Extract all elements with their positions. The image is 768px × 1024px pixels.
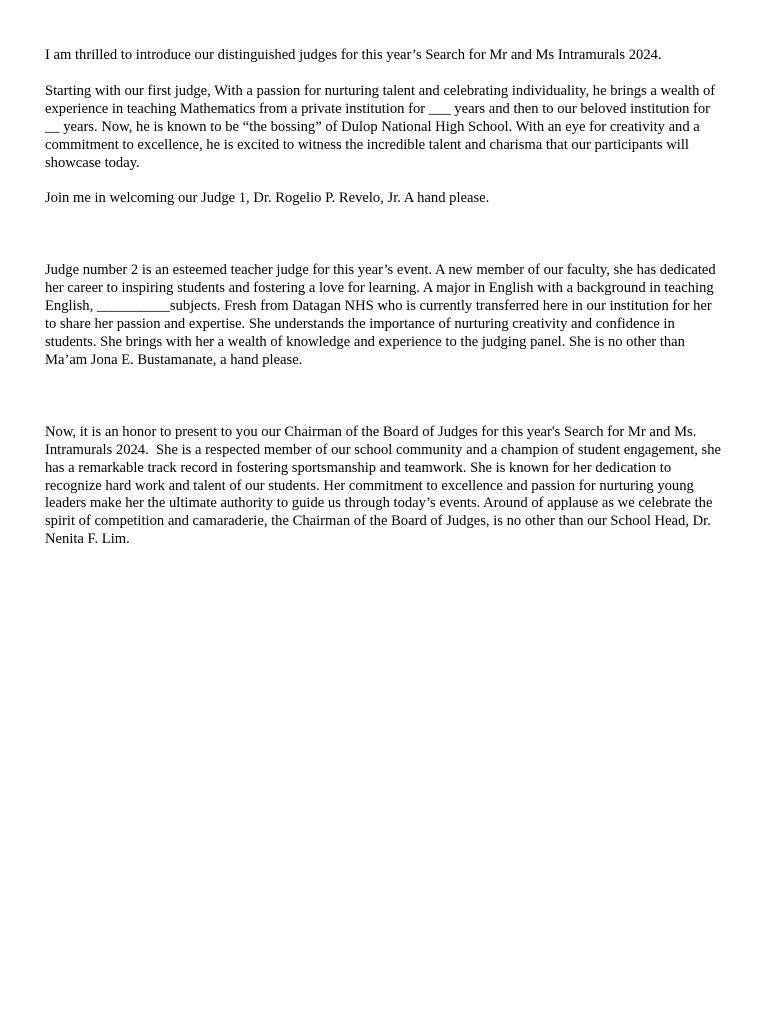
judge2-description-paragraph: Judge number 2 is an esteemed teacher judge for this year’s event. A new member of our faculty, she has dedicated her career to inspiring students and fostering a love for learning. A major in English with a background in teaching English, __________subjects. Fresh from Datagan NHS who is currently transferred here in our institution for her to share her passion and expertise. She understands the importance of nurturing creativity and confidence in students. She brings with her a wealth of knowledge and experience to the judging panel. She is no other than Ma’am Jona E. Bustamanate, a hand please. bbox=[45, 262, 720, 368]
judge1-welcome-paragraph: Join me in welcoming our Judge 1, Dr. Rogelio P. Revelo, Jr. A hand please. bbox=[45, 190, 490, 207]
paragraph-spacer bbox=[45, 65, 725, 83]
intro-paragraph: I am thrilled to introduce our distinguished judges for this year’s Search for Mr and Ms Intramurals 2024. bbox=[45, 47, 662, 63]
paragraph-spacer bbox=[45, 172, 725, 190]
chairman-description-paragraph: Now, it is an honor to present to you our Chairman of the Board of Judges for this year's Search for Mr and Ms. Intramurals 2024. She is a respected member of our school community and a champion of student engagement, she has a remarkable track record in fostering sportsmanship and teamwork. She is known for her dedication to recognize hard work and talent of our students. Her commitment to excellence and passion for nurturing young leaders make her the ultimate authority to guide us through today’s events. Around of applause as we celebrate the spirit of competition and camaraderie, the Chairman of the Board of Judges, is no other than our School Head, Dr. Nenita F. Lim. bbox=[45, 423, 725, 548]
judge1-description-paragraph: Starting with our first judge, With a passion for nurturing talent and celebrating individuality, he brings a wealth of experience in teaching Mathematics from a private institution for ___ years and then to our beloved institution for __ years. Now, he is known to be “the bossing” of Dulop National High School. With an eye for creativity and a commitment to excellence, he is excited to witness the incredible talent and charisma that our participants will showcase today. bbox=[45, 82, 719, 171]
section-spacer bbox=[45, 208, 725, 262]
document-body bbox=[45, 47, 725, 549]
section-spacer bbox=[45, 370, 725, 424]
